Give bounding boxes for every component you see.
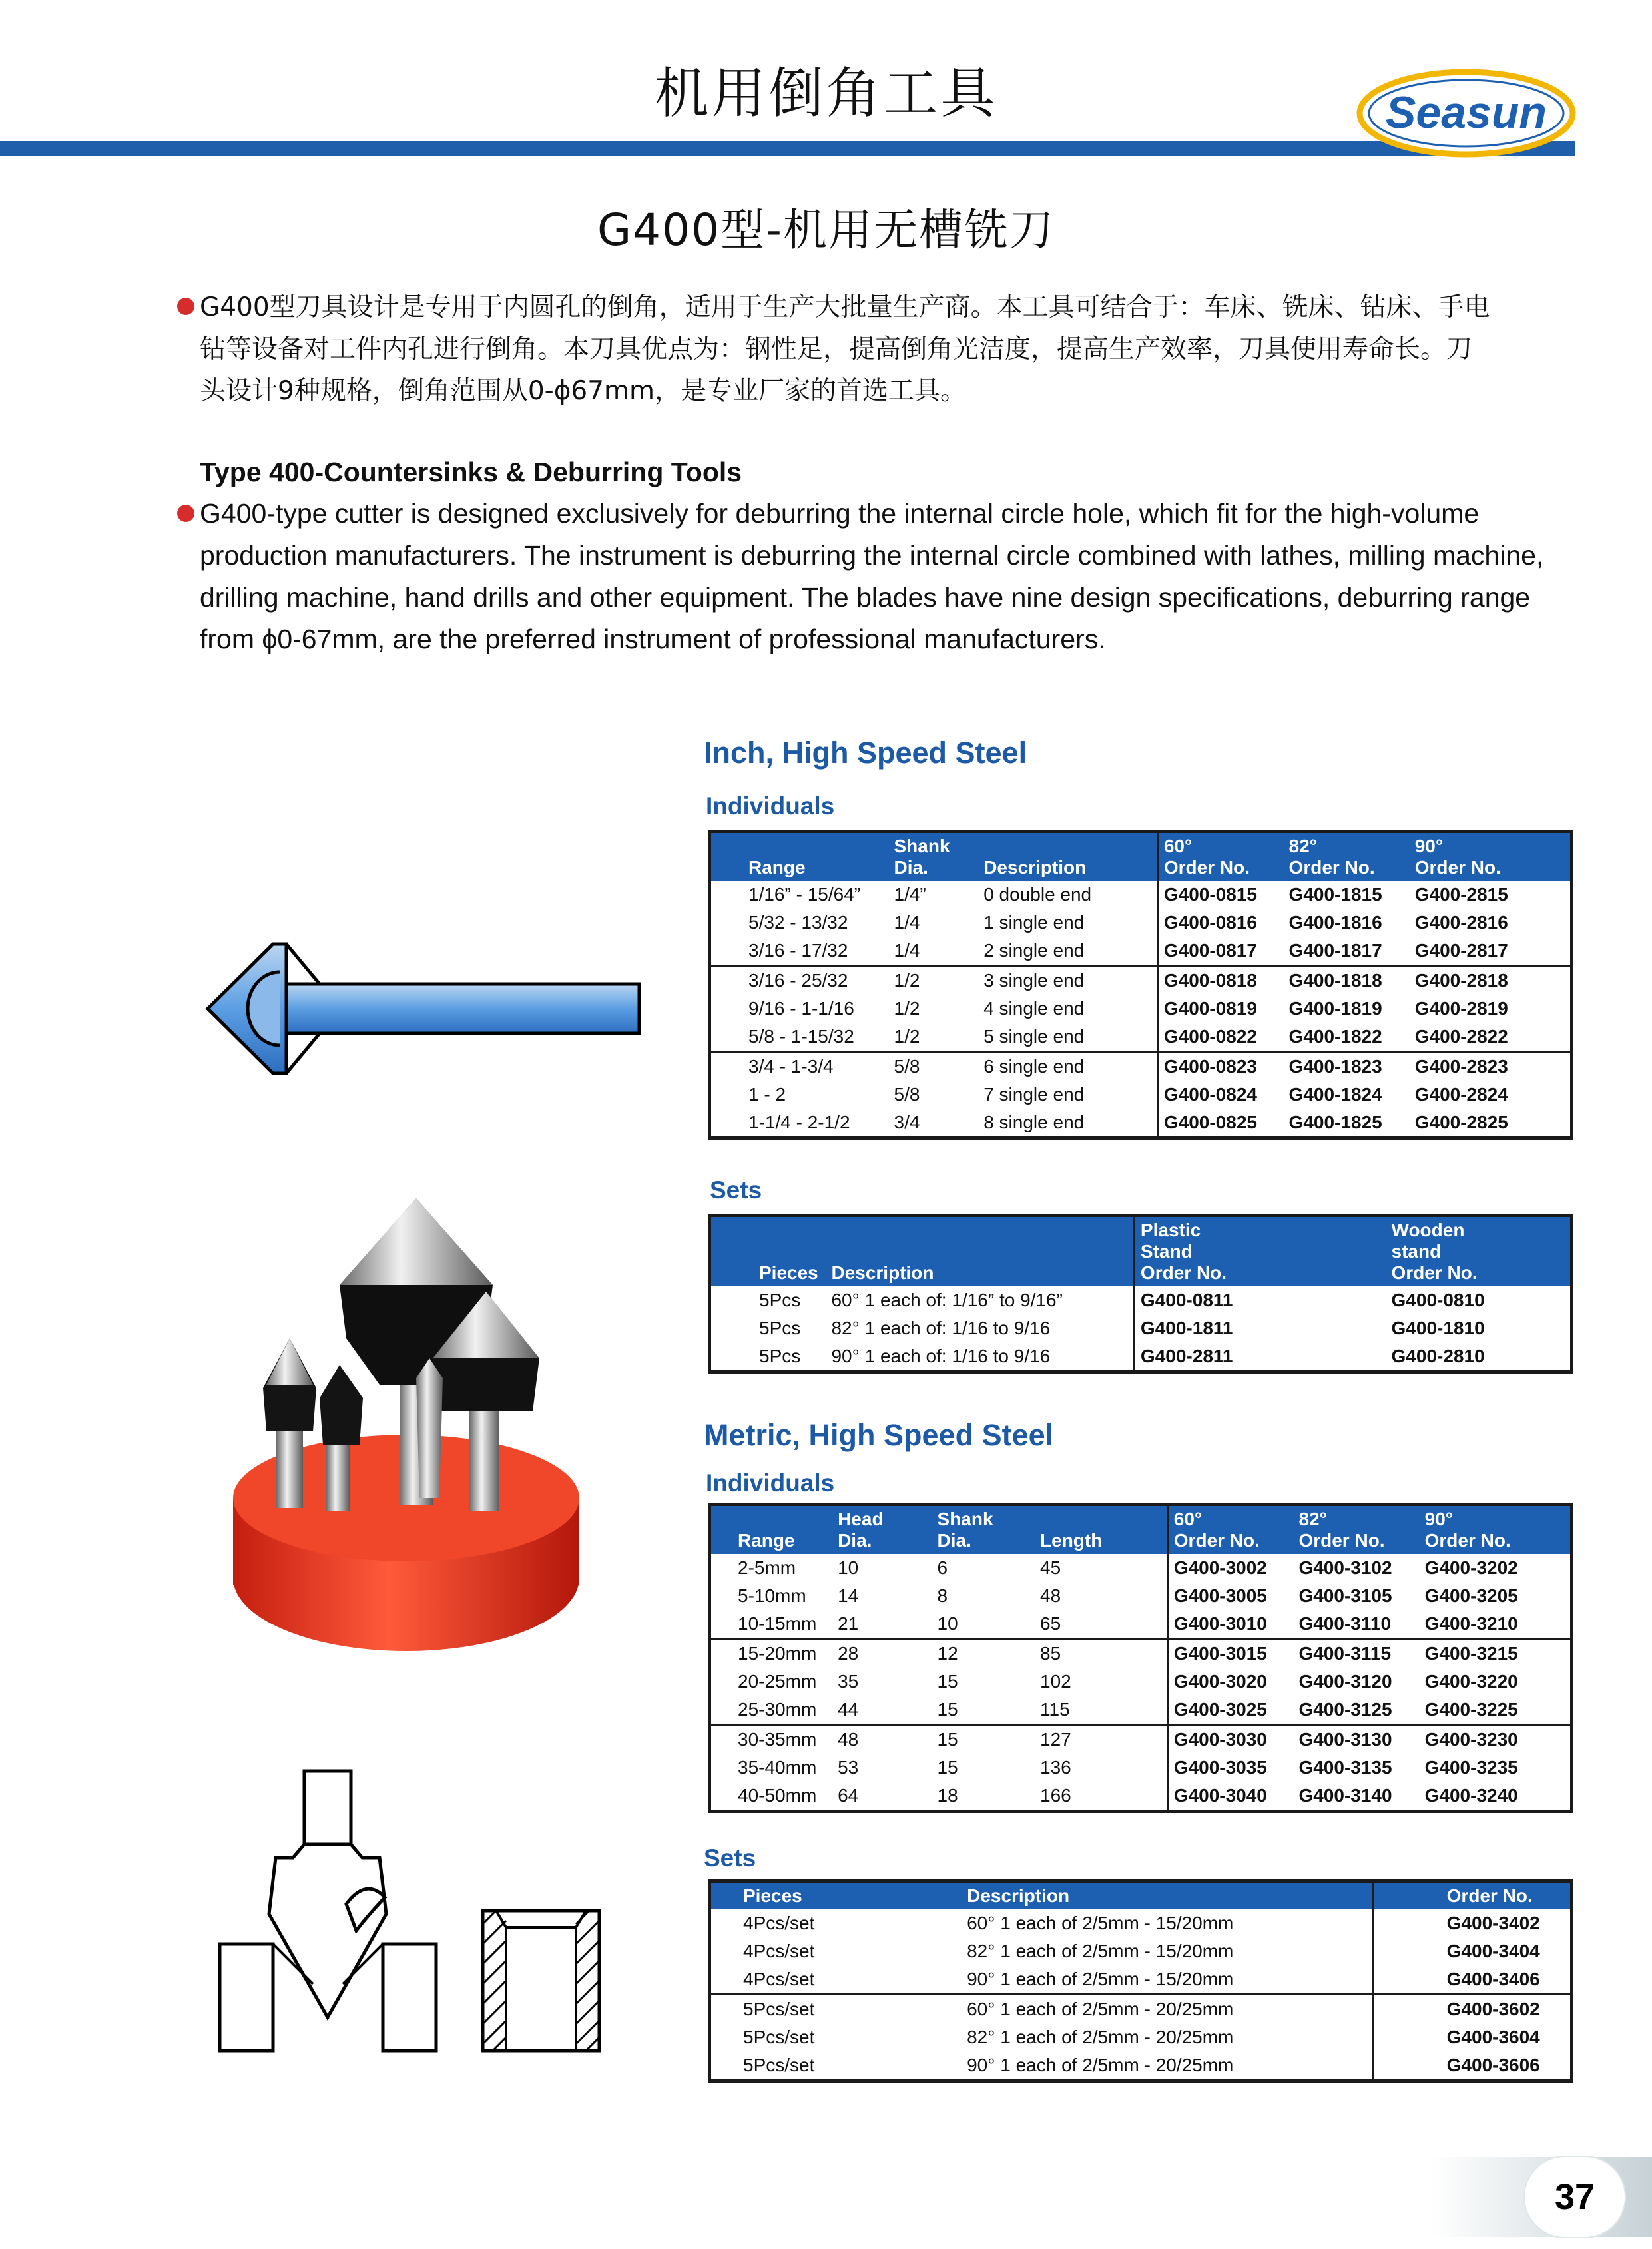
col-header-description: Description — [983, 857, 1087, 877]
inch-sets-label: Sets — [710, 1176, 762, 1204]
inch-section-title: Inch, High Speed Steel — [704, 736, 1027, 770]
metric-sets-table — [708, 1879, 1573, 2083]
product-subtitle: G400型-机用无槽铣刀 — [597, 204, 1055, 256]
inch-sets-table — [708, 1214, 1573, 1374]
header-bar — [0, 141, 1575, 156]
metric-individuals-table — [708, 1503, 1573, 1813]
col-header-length: Length — [1040, 1530, 1103, 1551]
table-row: 5Pcs/set 60° 1 each of 2/5mm - 20/25mm G400-3602 — [710, 1995, 1572, 2024]
metric-individuals-label: Individuals — [706, 1469, 835, 1497]
table-row: 25-30mm 44 15 115 G400-3025 G400-3125 G400-3225 — [710, 1696, 1572, 1725]
col-header-head-dia: Head Dia. — [838, 1509, 884, 1551]
technical-drawing — [213, 1764, 639, 2061]
bullet-dot — [177, 298, 194, 315]
col-header-shank-dia: Shank Dia. — [937, 1509, 993, 1551]
table-row: 5Pcs 82° 1 each of: 1/16 to 9/16 G400-1811 G400-1810 — [710, 1314, 1572, 1342]
col-header-description: Description — [831, 1262, 934, 1283]
table-row: 30-35mm 48 15 127 G400-3030 G400-3130 G400-3230 — [710, 1725, 1572, 1754]
table-header-row — [710, 1881, 1572, 1910]
table-row: 5Pcs/set 82° 1 each of 2/5mm - 20/25mm G400-3604 — [710, 2023, 1572, 2051]
table-row: 20-25mm 35 15 102 G400-3020 G400-3120 G400-3220 — [710, 1668, 1572, 1696]
table-row: 5Pcs 90° 1 each of: 1/16 to 9/16 G400-2811 G400-2810 — [710, 1342, 1572, 1372]
intro-cn — [200, 286, 1585, 412]
tool-set-stand-photo — [226, 1185, 586, 1668]
col-header-range: Range — [748, 857, 806, 877]
intro-cn-line: G400型刀具设计是专用于内圆孔的倒角，适用于生产大批量生产商。本工具可结合于：车床、铣床、钻床、手电 — [200, 292, 1490, 322]
table-header-row — [710, 1505, 1572, 1555]
table-row: 3/16 - 25/32 1/2 3 single end G400-0818 G400-1818 G400-2818 — [710, 966, 1572, 995]
table-row: 15-20mm 28 12 85 G400-3015 G400-3115 G400-3215 — [710, 1639, 1572, 1668]
col-header-range: Range — [738, 1530, 795, 1551]
table-row: 5Pcs/set 90° 1 each of 2/5mm - 20/25mm G400-3606 — [710, 2051, 1572, 2081]
page-number: 37 — [1525, 2157, 1625, 2237]
intro-en — [200, 493, 1585, 660]
table-row: 5-10mm 14 8 48 G400-3005 G400-3105 G400-3205 — [710, 1582, 1572, 1610]
bullet-dot — [177, 505, 194, 522]
table-row: 35-40mm 53 15 136 G400-3035 G400-3135 G400-3235 — [710, 1754, 1572, 1782]
col-header-60: 60° Order No. — [1167, 1505, 1293, 1555]
intro-en-heading: Type 400-Countersinks & Deburring Tools — [200, 457, 742, 487]
table-row: 3/16 - 17/32 1/4 2 single end G400-0817 G400-1817 G400-2817 — [710, 937, 1572, 966]
table-row: 40-50mm 64 18 166 G400-3040 G400-3140 G400-3240 — [710, 1782, 1572, 1812]
col-header-shank: Shank Dia. — [894, 836, 950, 877]
intro-en-line: from ϕ0-67mm, are the preferred instrument of professional manufacturers. — [200, 624, 1106, 654]
metric-section-title: Metric, High Speed Steel — [704, 1418, 1054, 1452]
page-title: 机用倒角工具 — [654, 62, 998, 125]
inch-individuals-table — [708, 830, 1573, 1140]
inch-individuals-label: Individuals — [706, 792, 835, 820]
table-row: 4Pcs/set 82° 1 each of 2/5mm - 15/20mm G400-3404 — [710, 1937, 1572, 1965]
table-row: 4Pcs/set 90° 1 each of 2/5mm - 15/20mm G400-3406 — [710, 1965, 1572, 1995]
intro-en-line: G400-type cutter is designed exclusively for deburring the internal circle hole, which fit for the high-volume — [200, 498, 1480, 529]
table-row: 9/16 - 1-1/16 1/2 4 single end G400-0819 G400-1819 G400-2819 — [710, 995, 1572, 1023]
intro-cn-line: 头设计9种规格，倒角范围从0-ϕ67mm，是专业厂家的首选工具。 — [200, 376, 967, 406]
table-row: 1 - 2 5/8 7 single end G400-0824 G400-1824 G400-2824 — [710, 1081, 1572, 1109]
seasun-logo — [1355, 67, 1578, 160]
intro-en-line: drilling machine, hand drills and other equipment. The blades have nine design specifications, deburring range — [200, 582, 1531, 613]
col-header-82: 82° Order No. — [1288, 836, 1375, 877]
countersink-profile-illustration — [200, 932, 653, 1089]
table-row: 10-15mm 21 10 65 G400-3010 G400-3110 G400-3210 — [710, 1610, 1572, 1639]
table-row: 1/16” - 15/64” 1/4” 0 double end G400-0815 G400-1815 G400-2815 — [710, 881, 1572, 909]
logo-text: Seasun — [1386, 87, 1547, 138]
col-header-order-no: Order No. — [1372, 1881, 1571, 1910]
col-header-wooden-stand: Wooden stand Order No. — [1391, 1220, 1478, 1283]
col-header-60: 60° Order No. — [1157, 832, 1283, 881]
table-row: 5/32 - 13/32 1/4 1 single end G400-0816 G400-1816 G400-2816 — [710, 909, 1572, 937]
table-row: 2-5mm 10 6 45 G400-3002 G400-3102 G400-3202 — [710, 1554, 1572, 1582]
col-header-description: Description — [967, 1885, 1070, 1906]
col-header-pieces: Pieces — [759, 1262, 818, 1283]
col-header-90: 90° Order No. — [1424, 1509, 1511, 1551]
col-header-82: 82° Order No. — [1298, 1509, 1385, 1551]
table-row: 5/8 - 1-15/32 1/2 5 single end G400-0822 G400-1822 G400-2822 — [710, 1023, 1572, 1052]
col-header-plastic-stand: Plastic Stand Order No. — [1134, 1216, 1386, 1287]
table-row: 5Pcs 60° 1 each of: 1/16” to 9/16” G400-0811 G400-0810 — [710, 1286, 1572, 1314]
metric-sets-label: Sets — [704, 1844, 756, 1872]
col-header-90: 90° Order No. — [1414, 836, 1501, 877]
intro-en-line: production manufacturers. The instrument is deburring the internal circle combined with lathes, milling machine, — [200, 540, 1544, 571]
table-header-row — [710, 832, 1572, 881]
table-row: 1-1/4 - 2-1/2 3/4 8 single end G400-0825 G400-1825 G400-2825 — [710, 1109, 1572, 1138]
col-header-pieces: Pieces — [743, 1885, 802, 1906]
table-row: 3/4 - 1-3/4 5/8 6 single end G400-0823 G400-1823 G400-2823 — [710, 1052, 1572, 1081]
table-row: 4Pcs/set 60° 1 each of 2/5mm - 15/20mm G400-3402 — [710, 1909, 1572, 1937]
table-header-row — [710, 1216, 1572, 1287]
intro-cn-line: 钻等设备对工件内孔进行倒角。本刀具优点为：钢性足，提高倒角光洁度，提高生产效率，刀具使用寿命长。刀 — [200, 334, 1473, 364]
